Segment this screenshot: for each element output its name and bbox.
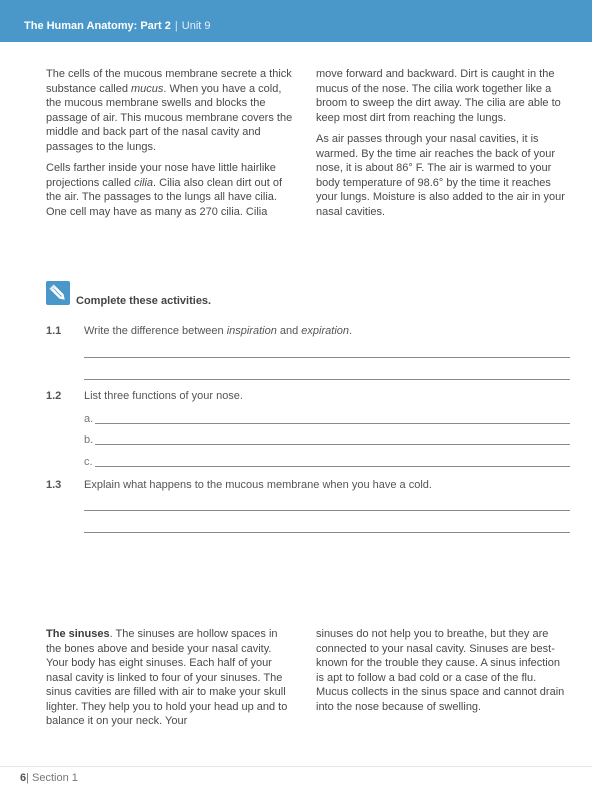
question-text: Explain what happens to the mucous membrane when you have a cold. [84, 479, 432, 491]
question-number: 1.3 [46, 479, 62, 491]
term-inspiration: inspiration [226, 325, 277, 337]
header-separator: | [174, 20, 178, 32]
term-expiration: expiration [301, 325, 349, 337]
answer-label-a: a. [84, 413, 94, 425]
answer-line[interactable] [95, 423, 570, 424]
question-number: 1.1 [46, 325, 62, 337]
question-text: List three functions of your nose. [84, 390, 243, 402]
answer-label-b: b. [84, 434, 94, 446]
intro-paragraph-1 [46, 67, 293, 154]
intro-column-left [46, 67, 293, 226]
intro-paragraph-4: As air passes through your nasal cavities, it is warmed. By the time air reaches the back of your nose, it is about 86° F. The air is warmed to your body temperature of 98.6° by the time it reaches your lungs. Moisture is also added to the air in your nasal cavities. [316, 133, 565, 218]
answer-line[interactable] [84, 379, 570, 380]
footer-separator: | [26, 772, 29, 784]
unit-label: Unit 9 [181, 20, 211, 32]
question-text [84, 325, 352, 337]
answer-line[interactable] [84, 532, 570, 533]
footer [20, 772, 78, 784]
footer-divider [0, 766, 592, 767]
answer-line[interactable] [95, 444, 570, 445]
answer-line[interactable] [95, 466, 570, 467]
answer-label-c: c. [84, 456, 93, 468]
header-title-line [24, 20, 211, 32]
text-run: Cells farther inside your nose have little hairlike projections called [46, 162, 276, 189]
question-number: 1.2 [46, 390, 62, 402]
sinuses-column-right [316, 627, 570, 721]
sinuses-paragraph-2: sinuses do not help you to breathe, but they are connected to your nasal cavity. Sinuses are best-known for the trouble they cause. A sinus infection is apt to follow a bad cold or a case of the flu. Mucus collects in the sinus space and cannot drain into the nose because of swelling. [316, 628, 565, 713]
pencil-icon [46, 281, 70, 305]
page-number: 6 [20, 772, 27, 784]
text-run: The cells of the mucous membrane secrete a thick substance called [46, 68, 292, 95]
sinuses-heading: The sinuses [46, 628, 110, 640]
intro-paragraph-3: move forward and backward. Dirt is caught in the mucus of the nose. The cilia work together like a broom to sweep the dirt away. The cilia are able to keep most dirt from reaching the lungs. [316, 68, 561, 124]
activities-heading: Complete these activities. [76, 295, 212, 307]
text-run: . [349, 325, 353, 337]
text-run: . When you have a cold, the mucous membrane swells and blocks the passage of air. This mucous membrane covers the middle and back part of the nasal cavity and passages to the lungs. [46, 82, 293, 153]
term-mucus: mucus [131, 82, 164, 95]
intro-column-right [316, 67, 570, 226]
term-cilia: cilia [134, 176, 154, 189]
text-run: . Cilia also clean dirt out of the air. The passages to the lungs all have cilia. One cell may have as many as 270 cilia. Cilia [46, 176, 283, 218]
text-run: Write the difference between [84, 325, 227, 337]
book-title: The Human Anatomy: Part 2 [24, 20, 171, 32]
text-run: and [276, 325, 302, 337]
section-label: Section 1 [32, 772, 78, 784]
answer-line[interactable] [84, 510, 570, 511]
sinuses-column-left [46, 627, 294, 736]
intro-paragraph-2 [46, 161, 293, 219]
text-run: . The sinuses are hollow spaces in the bones above and beside your nasal cavity. Your body has eight sinuses. Each half of your nasal cavity is linked to four of your sinuses. The sinus cavities are filled with air to make your skull lighter. They help you to hold your head up and to balance it on your neck. Your [46, 628, 288, 727]
answer-line[interactable] [84, 357, 570, 358]
sinuses-paragraph-1 [46, 627, 294, 729]
